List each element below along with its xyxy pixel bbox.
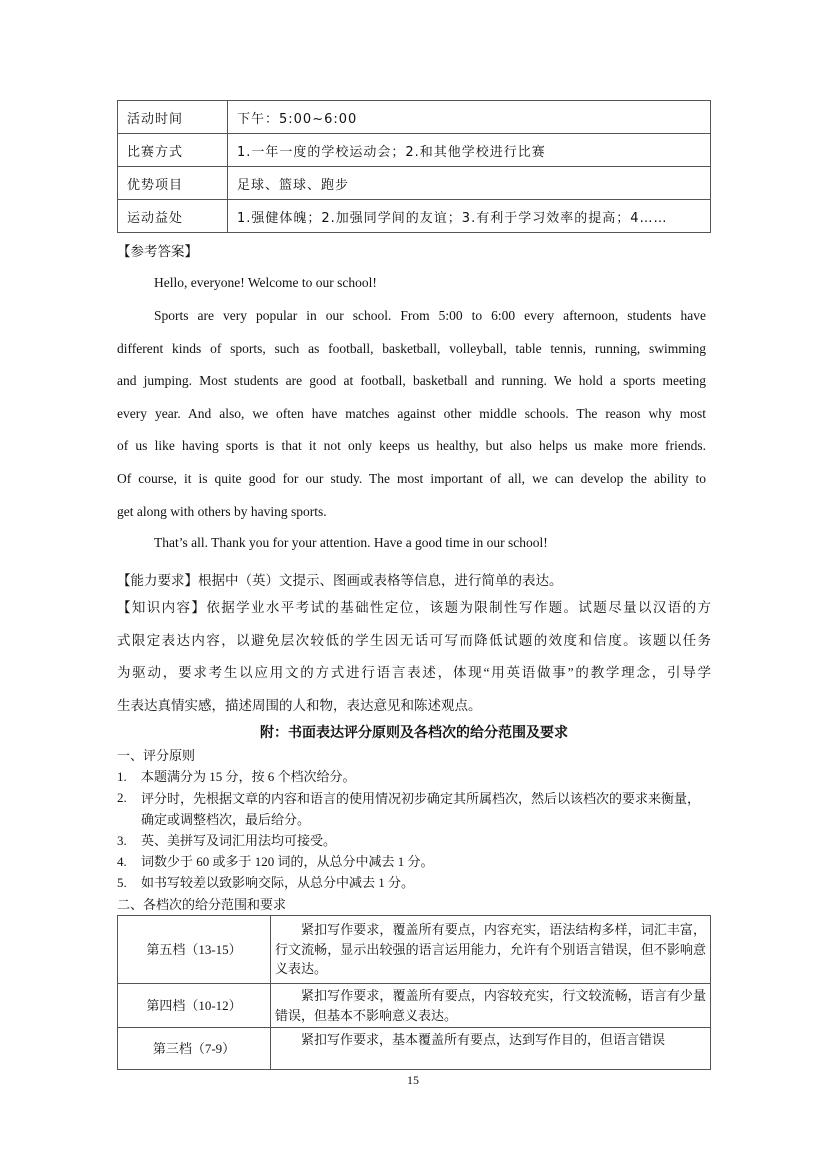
table-row (118, 984, 711, 1028)
section-heading: 一、评分原则 (117, 748, 196, 763)
knowledge-line: 生表达真情实感，描述周围的人和物，表达意见和陈述观点。 (117, 697, 482, 713)
ability-text: 根据中（英）文提示、图画或表格等信息，进行简单的表达。 (198, 573, 563, 588)
body-line: different kinds of sports, such as football, basketball, volleyball, table tennis, running, swimming (117, 340, 706, 356)
rule-item (117, 767, 711, 786)
level-label: 第四档（10-12） (118, 984, 271, 1028)
knowledge-label: 【知识内容】 (117, 600, 207, 615)
rule-text: 英、美拼写及词汇用法均可接受。 (141, 833, 337, 848)
rule-number: 5. (117, 875, 127, 890)
rule-text: 本题满分为 15 分，按 6 个档次给分。 (141, 769, 356, 784)
rule-number: 4. (117, 854, 127, 869)
grading-table (117, 915, 711, 1070)
knowledge-content (117, 592, 711, 722)
page-number: 15 (407, 1073, 419, 1087)
appendix-title: 附：书面表达评分原则及各档次的给分范围及要求 (260, 725, 568, 741)
row-value: 1.一年一度的学校运动会；2.和其他学校进行比赛 (228, 134, 711, 167)
rule-text: 评分时，先根据文章的内容和语言的使用情况初步确定其所属档次，然后以该档次的要求来衡量，确定或调整档次，最后给分。 (141, 791, 701, 827)
body-line: get along with others by having sports. (117, 503, 327, 519)
knowledge-line: 式限定表达内容，以避免层次较低的学生因无话可写而降低试题的效度和信度。该题以任务 (117, 632, 711, 648)
rule-text: 词数少于 60 或多于 120 词的，从总分中减去 1 分。 (141, 854, 434, 869)
answer-greeting: Hello, everyone! Welcome to our school! (154, 275, 377, 290)
level-description: 紧扣写作要求，覆盖所有要点，内容充实，语法结构多样，词汇丰富，行文流畅，显示出较强的语言运用能力，允许有个别语言错误，但不影响意义表达。 (271, 916, 711, 984)
row-value: 1.强健体魄；2.加强同学间的友谊；3.有利于学习效率的提高；4…… (228, 200, 711, 233)
answer-closing: That’s all. Thank you for your attention. Have a good time in our school! (154, 535, 548, 550)
table-row (118, 134, 711, 167)
row-key: 运动益处 (118, 200, 228, 233)
level-label: 第五档（13-15） (118, 916, 271, 984)
rule-number: 1. (117, 769, 127, 784)
table-row (118, 916, 711, 984)
level-description: 紧扣写作要求，覆盖所有要点，内容较充实，行文较流畅，语言有少量错误，但基本不影响意义表达。 (271, 984, 711, 1028)
body-line: and jumping. Most students are good at football, basketball and running. We hold a sports meeting (117, 373, 706, 389)
table-row (118, 1028, 711, 1070)
section-heading: 二、各档次的给分范围和要求 (117, 897, 287, 912)
rule-item (117, 788, 711, 830)
body-line: Sports are very popular in our school. From 5:00 to 6:00 every afternoon, students have (154, 308, 706, 323)
body-line: every year. And also, we often have matches against other middle schools. The reason why most (117, 405, 706, 421)
rule-item (117, 873, 711, 892)
knowledge-line: 为驱动，要求考生以应用文的方式进行语言表述，体现“用英语做事”的教学理念，引导学 (117, 665, 711, 681)
knowledge-line: 依据学业水平考试的基础性定位，该题为限制性写作题。试题尽量以汉语的方 (206, 600, 712, 615)
row-key: 优势项目 (118, 167, 228, 200)
row-value: 足球、篮球、跑步 (228, 167, 711, 200)
ability-label: 【能力要求】 (117, 573, 198, 588)
body-line: Of course, it is quite good for our study. The most important of all, we can develop the ability to (117, 470, 706, 486)
rule-number: 2. (117, 790, 127, 805)
table-row (118, 101, 711, 134)
row-key: 比赛方式 (118, 134, 228, 167)
answer-body (117, 300, 706, 528)
ability-requirement (117, 569, 711, 589)
table-row (118, 167, 711, 200)
level-label: 第三档（7-9） (118, 1028, 271, 1070)
rule-text: 如书写较差以致影响交际，从总分中减去 1 分。 (141, 875, 415, 890)
body-line: of us like having sports is that it not only keeps us healthy, but also helps us make more friends. (117, 438, 706, 454)
level-description: 紧扣写作要求，基本覆盖所有要点，达到写作目的，但语言错误 (271, 1028, 711, 1070)
info-table (117, 100, 711, 233)
row-key: 活动时间 (118, 101, 228, 134)
table-row (118, 200, 711, 233)
rule-number: 3. (117, 833, 127, 848)
rule-item (117, 852, 711, 871)
answer-heading: 【参考答案】 (117, 244, 198, 259)
rule-item (117, 831, 711, 850)
row-value: 下午：5:00~6:00 (228, 101, 711, 134)
